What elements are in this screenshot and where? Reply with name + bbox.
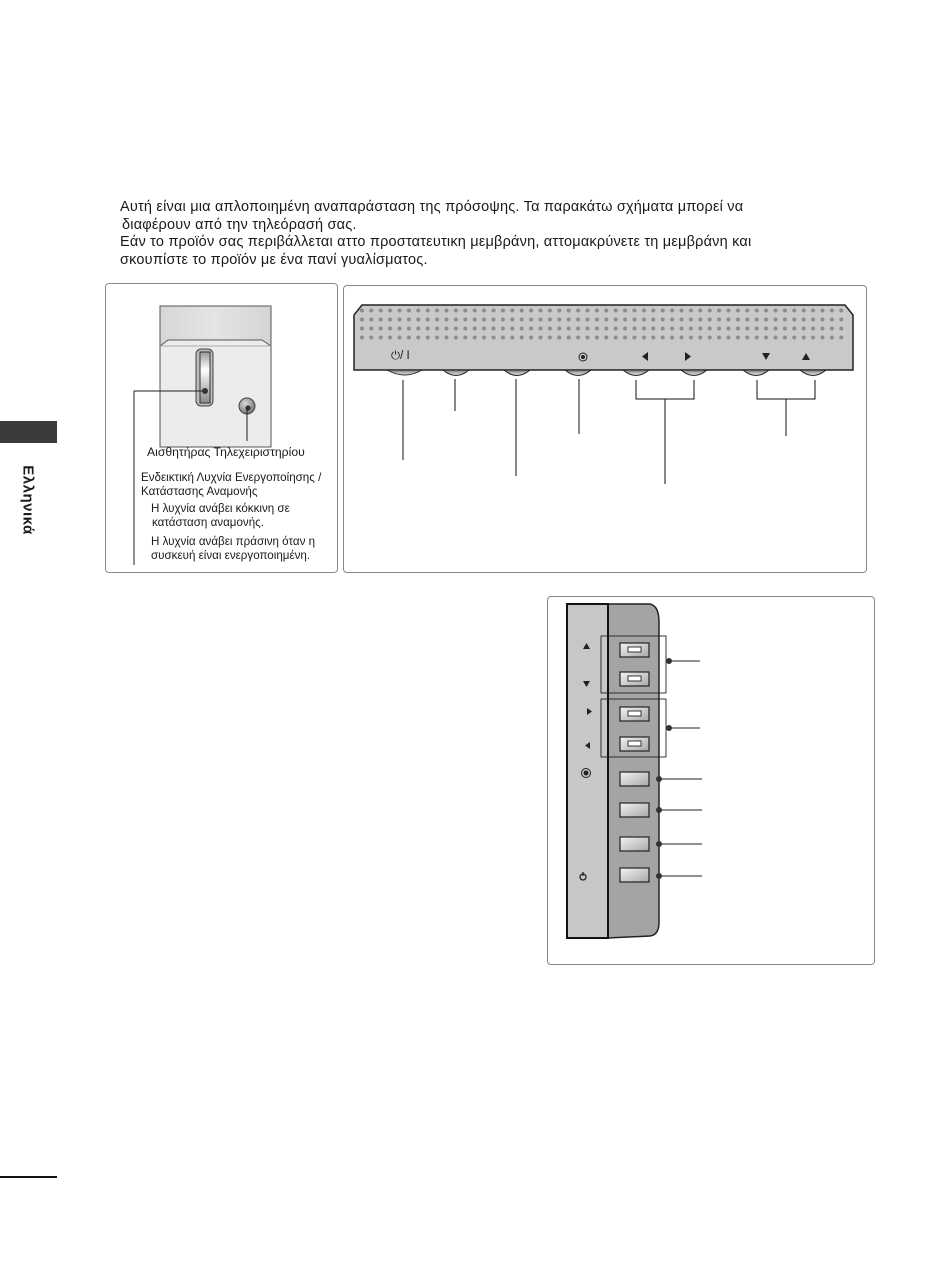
side-power-key — [620, 868, 649, 882]
side-ok-key — [620, 772, 649, 786]
side-callouts — [656, 658, 702, 879]
intro-line-3: Εάν το προϊόν σας περιβάλλεται αττο προστατευτικη μεμβράνη, αττομακρύνετε τη μεμβράνη και — [120, 234, 752, 250]
side-input-key — [620, 837, 649, 851]
intro-line-4: σκουπίστε το προϊόν με ένα πανί γυαλίσματος. — [120, 251, 428, 268]
on-note-2: συσκευή είναι ενεργοποιημένη. — [151, 549, 311, 562]
language-tab-label: Ελληνικά — [19, 465, 37, 535]
intro-line-1: Αυτή είναι μια απλοποιημένη αναπαράσταση της πρόσοψης. Τα παρακάτω σχήματα μπορεί να — [120, 199, 744, 215]
on-note-1: Η λυχνία ανάβει πράσινη όταν η — [151, 535, 316, 548]
remote-sensor-label: Αισθητήρας Τηλεχειριστηρίου — [147, 445, 305, 459]
standby-note-2: κατάσταση αναμονής. — [152, 516, 264, 529]
standby-note-1: Η λυχνία ανάβει κόκκινη σε — [151, 502, 290, 515]
intro-line-2: διαφέρουν από την τηλεόρασή σας. — [122, 216, 357, 233]
power-led-title-2: Κατάστασης Αναμονής — [141, 485, 258, 498]
power-symbol-label: ⏻/ I — [391, 350, 410, 362]
power-led-title-1: Ενδεικτική Λυχνία Ενεργοποίησης / — [141, 471, 322, 484]
side-menu-key — [620, 803, 649, 817]
